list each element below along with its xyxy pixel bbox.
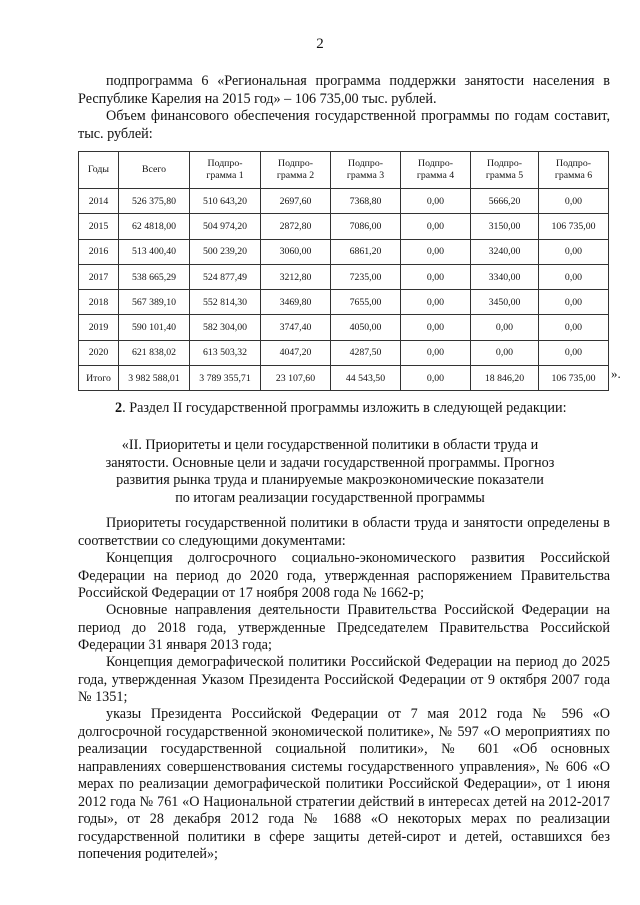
section-2-line bbox=[115, 400, 567, 417]
table-row bbox=[79, 214, 609, 239]
table-cell: 3747,40 bbox=[261, 315, 331, 340]
body-paragraph-5: указы Президента Российской Федерации от 7 мая 2012 года № 596 «О долгосрочной государственной экономической политике», № 597 «О мероприятиях по реализации государственной социальной политики», № 601 «Об основных направлениях совершенствования системы государственного управления», № 606 «О мерах по реализации демографической политики Российской Федерации», от 1 июня 2012 года № 761 «О Национальной стратегии действий в интересах детей на 2012-2017 годы», от 28 декабря 2012 года № 1688 «О некоторых мерах по реализации государственной политики в сфере защиты детей-сирот и детей, оставшихся без попечения родителей»; bbox=[78, 706, 610, 862]
table-cell: 7086,00 bbox=[331, 214, 401, 239]
heading-line: развития рынка труда и планируемые макроэкономические показатели bbox=[116, 472, 544, 488]
table-cell: 0,00 bbox=[401, 239, 471, 264]
table-cell: 0,00 bbox=[401, 315, 471, 340]
table-cell: 3469,80 bbox=[261, 290, 331, 315]
intro-line1: подпрограмма 6 «Региональная программа поддержки занятости населения в Республике Карелия на 2015 год» – 106 735,00 тыс. рублей. bbox=[78, 73, 610, 107]
table-cell: 2018 bbox=[79, 290, 119, 315]
table-cell: 0,00 bbox=[471, 315, 539, 340]
intro-paragraph-1 bbox=[78, 73, 610, 108]
table-cell: 6861,20 bbox=[331, 239, 401, 264]
table-cell: 0,00 bbox=[401, 366, 471, 391]
table-cell: 2020 bbox=[79, 340, 119, 365]
table-cell: 2015 bbox=[79, 214, 119, 239]
table-cell: 538 665,29 bbox=[119, 264, 190, 289]
table-cell: 504 974,20 bbox=[190, 214, 261, 239]
table-cell: 3450,00 bbox=[471, 290, 539, 315]
table-header-cell: Всего bbox=[119, 152, 190, 189]
table-cell: 0,00 bbox=[539, 290, 609, 315]
table-cell: 552 814,30 bbox=[190, 290, 261, 315]
table-cell: 0,00 bbox=[539, 340, 609, 365]
table-cell: 590 101,40 bbox=[119, 315, 190, 340]
intro-paragraph-2: Объем финансового обеспечения государственной программы по годам составит, тыс. рублей: bbox=[78, 108, 610, 142]
heading-line: по итогам реализации государственной программы bbox=[175, 489, 485, 506]
table-header-cell: Подпро- грамма 4 bbox=[401, 152, 471, 189]
table-closing-quote: ». bbox=[611, 366, 621, 381]
table-cell: 500 239,20 bbox=[190, 239, 261, 264]
table-cell: 524 877,49 bbox=[190, 264, 261, 289]
table-cell: 0,00 bbox=[471, 340, 539, 365]
table-cell: 3 789 355,71 bbox=[190, 366, 261, 391]
table-cell: 0,00 bbox=[401, 214, 471, 239]
table-cell: 2017 bbox=[79, 264, 119, 289]
table-cell: 526 375,80 bbox=[119, 189, 190, 214]
table-cell: 2019 bbox=[79, 315, 119, 340]
table-cell: 621 838,02 bbox=[119, 340, 190, 365]
table-header-cell: Подпро- грамма 5 bbox=[471, 152, 539, 189]
table-header-cell: Годы bbox=[79, 152, 119, 189]
section-2-number: 2 bbox=[115, 400, 123, 416]
table-cell: 4287,50 bbox=[331, 340, 401, 365]
table-body bbox=[79, 189, 609, 391]
table-cell: 2014 bbox=[79, 189, 119, 214]
page-number: 2 bbox=[316, 36, 324, 52]
table-cell: 0,00 bbox=[401, 264, 471, 289]
table-row bbox=[79, 340, 609, 365]
table-cell: 582 304,00 bbox=[190, 315, 261, 340]
body-paragraph-2: Концепция долгосрочного социально-экономического развития Российской Федерации на период до 2020 года, утвержденная распоряжением Правительства Российской Федерации от 17 ноября 2008 года № 1662-р; bbox=[78, 550, 610, 601]
table-cell: 4047,20 bbox=[261, 340, 331, 365]
table-cell: 7368,80 bbox=[331, 189, 401, 214]
body-paragraph-4: Концепция демографической политики Российской Федерации на период до 2025 года, утвержденная Указом Президента Российской Федерации от 9 октября 2007 года № 1351; bbox=[78, 654, 610, 705]
table-cell: 4050,00 bbox=[331, 315, 401, 340]
table-header-cell: Подпро- грамма 2 bbox=[261, 152, 331, 189]
table-header-cell: Подпро- грамма 3 bbox=[331, 152, 401, 189]
table-cell: 3 982 588,01 bbox=[119, 366, 190, 391]
table-cell: 0,00 bbox=[539, 189, 609, 214]
table-cell: 613 503,32 bbox=[190, 340, 261, 365]
table-cell: 23 107,60 bbox=[261, 366, 331, 391]
table-cell: 7655,00 bbox=[331, 290, 401, 315]
table-row bbox=[79, 189, 609, 214]
table-cell: 0,00 bbox=[401, 290, 471, 315]
table-cell: 3240,00 bbox=[471, 239, 539, 264]
table-cell: 3060,00 bbox=[261, 239, 331, 264]
table-row bbox=[79, 290, 609, 315]
table-cell: 2016 bbox=[79, 239, 119, 264]
table-cell: 7235,00 bbox=[331, 264, 401, 289]
table-cell: 3150,00 bbox=[471, 214, 539, 239]
heading-line: «II. Приоритеты и цели государственной политики в области труда и bbox=[121, 437, 539, 453]
table-row bbox=[79, 264, 609, 289]
table-header-row bbox=[79, 152, 609, 189]
heading-line: занятости. Основные цели и задачи государственной программы. Прогноз bbox=[105, 454, 555, 471]
table-cell: 0,00 bbox=[539, 264, 609, 289]
table-header-cell: Подпро- грамма 1 bbox=[190, 152, 261, 189]
financing-table bbox=[78, 151, 609, 391]
table-cell: Итого bbox=[79, 366, 119, 391]
table-cell: 0,00 bbox=[401, 340, 471, 365]
table-row bbox=[79, 239, 609, 264]
body-paragraph-3: Основные направления деятельности Правительства Российской Федерации на период до 2018 года, утвержденные Председателем Правительства Российской Федерации 31 января 2013 года; bbox=[78, 602, 610, 653]
table-cell: 3212,80 bbox=[261, 264, 331, 289]
table-row bbox=[79, 315, 609, 340]
table-cell: 513 400,40 bbox=[119, 239, 190, 264]
section-2-text: . Раздел II государственной программы изложить в следующей редакции: bbox=[122, 400, 567, 416]
table-cell: 106 735,00 bbox=[539, 366, 609, 391]
table-cell: 62 4818,00 bbox=[119, 214, 190, 239]
table-cell: 0,00 bbox=[539, 239, 609, 264]
table-cell: 5666,20 bbox=[471, 189, 539, 214]
table-cell: 0,00 bbox=[401, 189, 471, 214]
table-cell: 567 389,10 bbox=[119, 290, 190, 315]
section-heading bbox=[105, 437, 555, 507]
table-cell: 2872,80 bbox=[261, 214, 331, 239]
table-cell: 44 543,50 bbox=[331, 366, 401, 391]
body-paragraph-1: Приоритеты государственной политики в области труда и занятости определены в соответствии со следующими документами: bbox=[78, 515, 610, 549]
table-cell: 3340,00 bbox=[471, 264, 539, 289]
table-cell: 510 643,20 bbox=[190, 189, 261, 214]
table-row bbox=[79, 366, 609, 391]
table-cell: 0,00 bbox=[539, 315, 609, 340]
table-cell: 106 735,00 bbox=[539, 214, 609, 239]
table-cell: 18 846,20 bbox=[471, 366, 539, 391]
table-cell: 2697,60 bbox=[261, 189, 331, 214]
table-header-cell: Подпро- грамма 6 bbox=[539, 152, 609, 189]
